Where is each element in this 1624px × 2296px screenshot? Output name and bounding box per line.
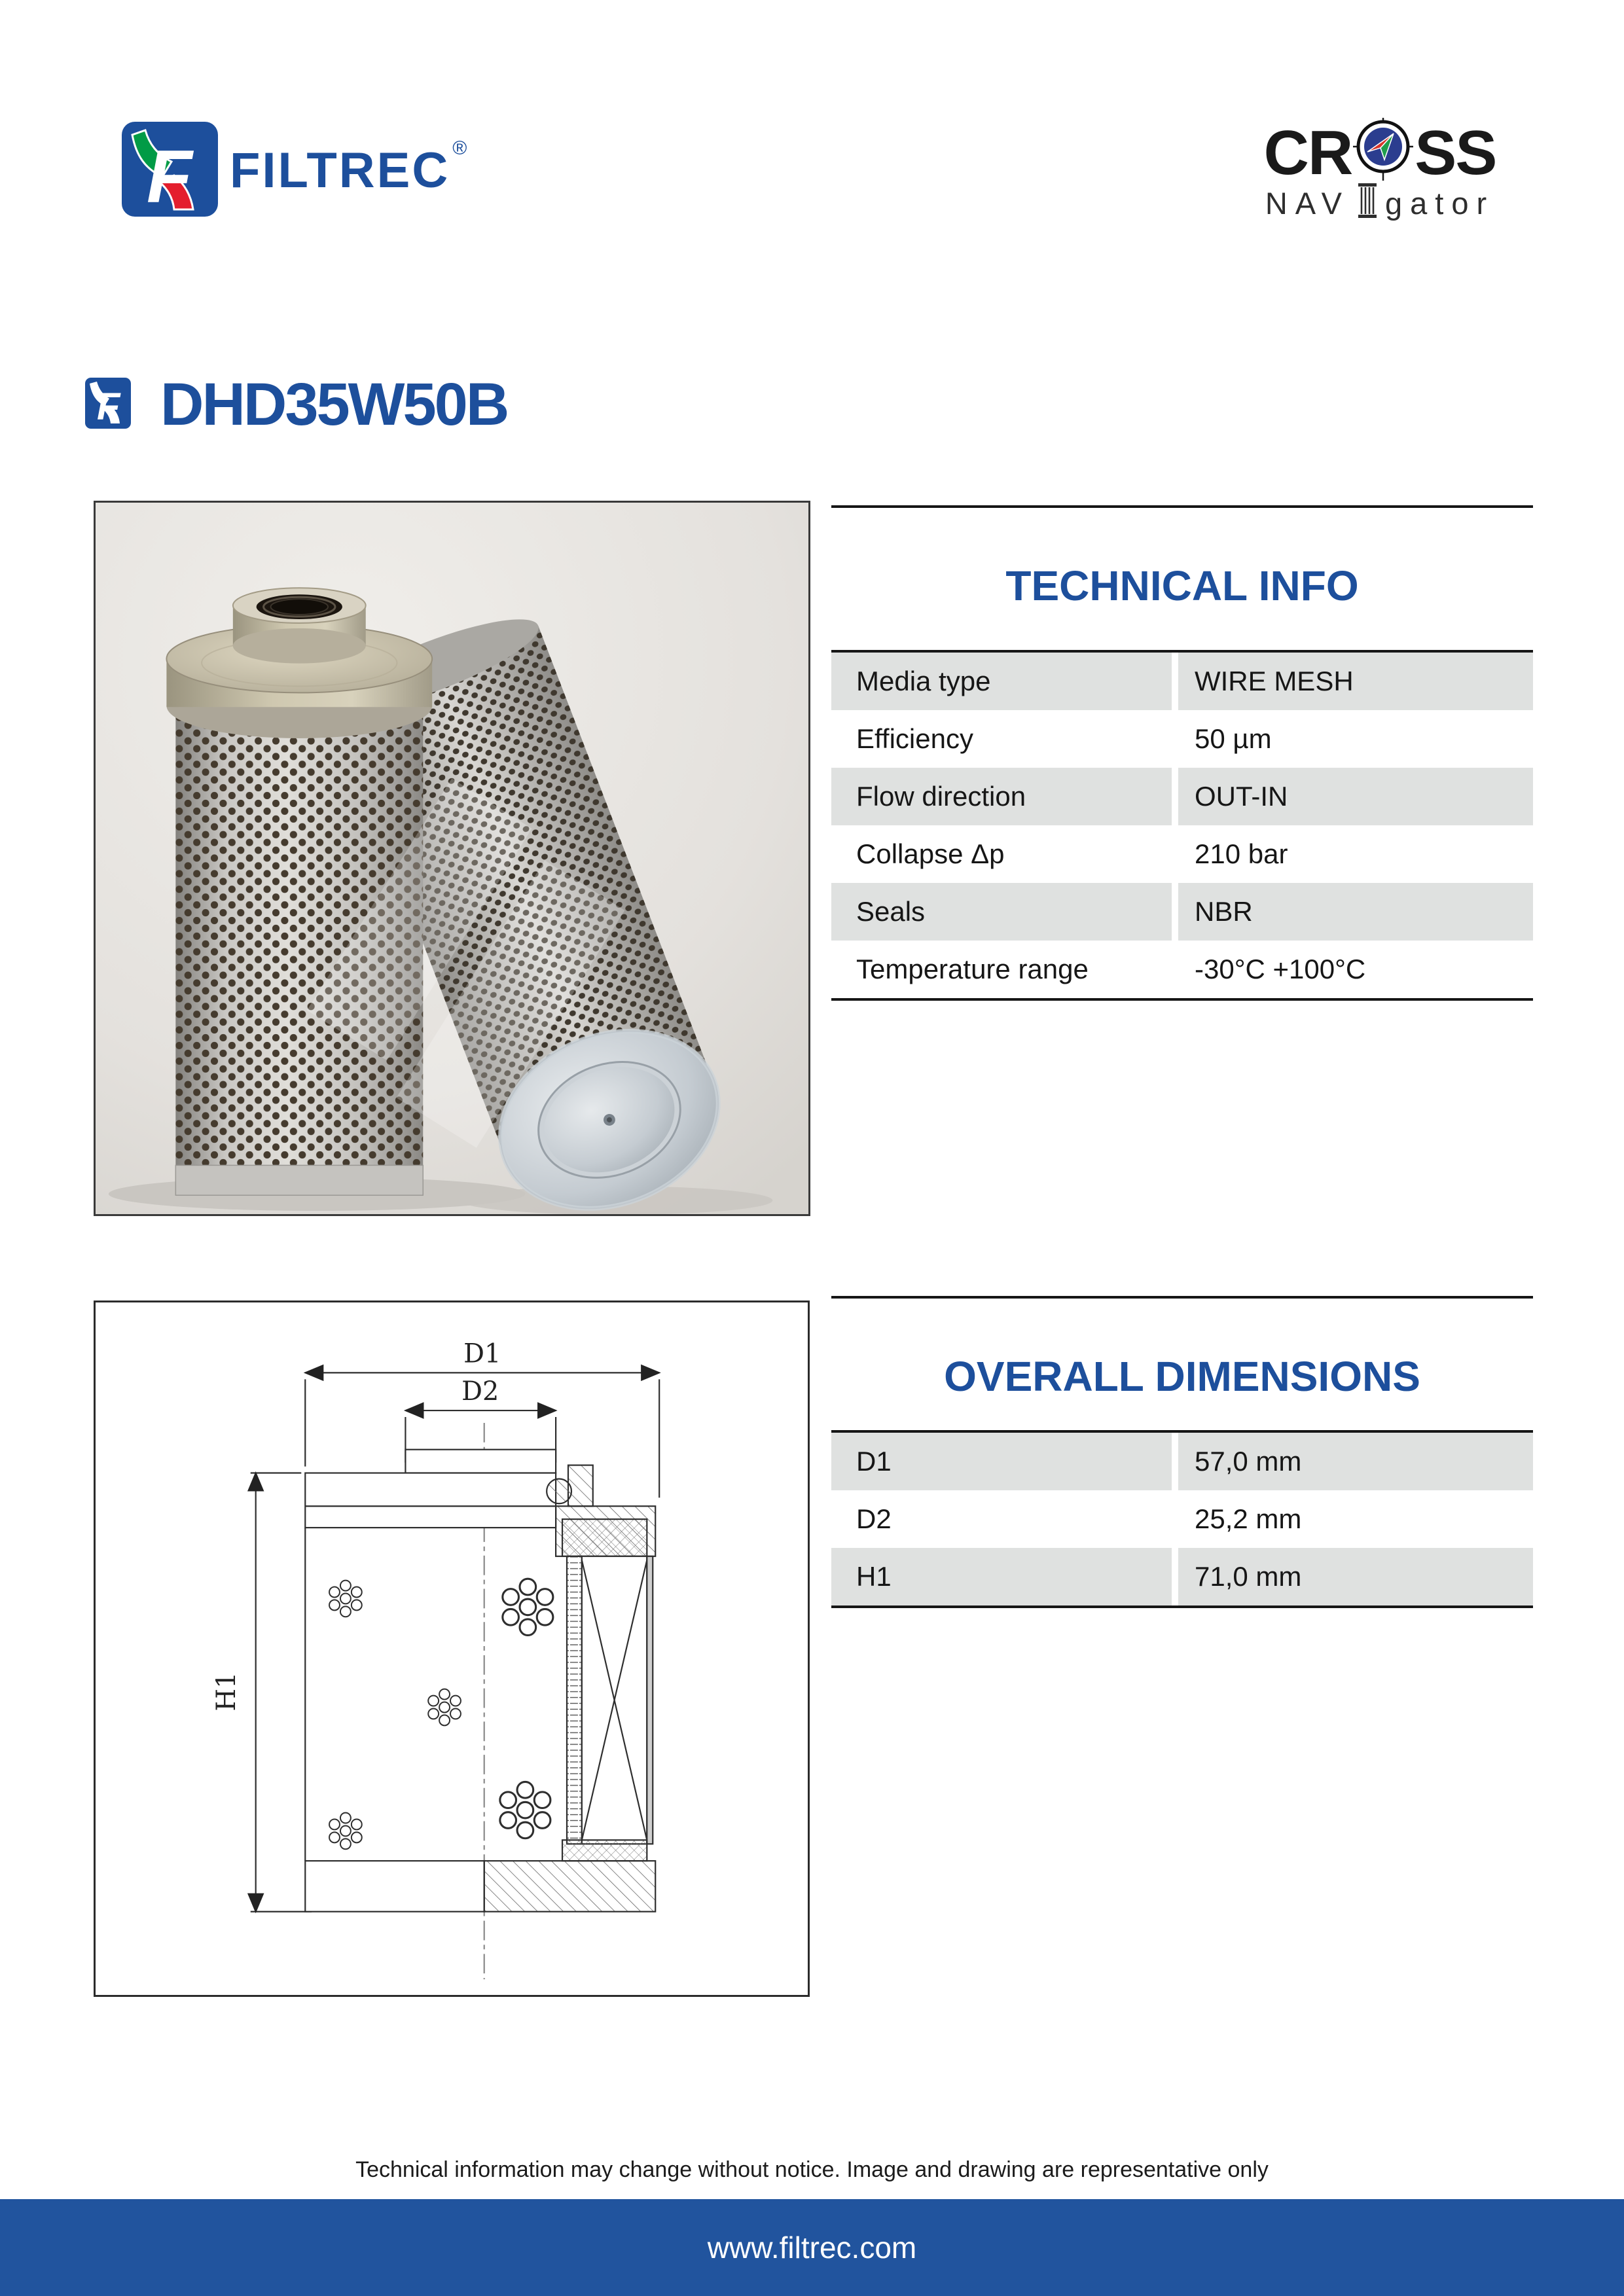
table-row: Flow direction OUT-IN	[831, 768, 1533, 825]
table-row: Media type WIRE MESH	[831, 653, 1533, 710]
table-row: D2 25,2 mm	[856, 1503, 1302, 1534]
website-link[interactable]: www.filtrec.com	[707, 2231, 917, 2265]
table-row: Seals NBR	[831, 883, 1533, 941]
table-row: H1 71,0 mm	[831, 1548, 1533, 1605]
cross-logo-nav: NAV	[1265, 186, 1350, 221]
table-row: Temperature range -30°C +100°C	[856, 954, 1366, 984]
overall-dimensions-top-rule	[831, 1296, 1533, 1299]
filtrec-mark-icon	[85, 378, 131, 432]
svg-text:F: F	[97, 385, 120, 428]
footer-bar	[0, 2199, 1624, 2296]
overall-dimensions-table	[831, 1430, 1533, 1608]
filtrec-logo	[122, 122, 467, 220]
dimension-label-d2: D2	[461, 1376, 499, 1407]
cross-logo-ss: SS	[1415, 118, 1496, 188]
dimension-label-d1: D1	[463, 1338, 501, 1369]
filtrec-logo-icon	[122, 122, 218, 220]
table-row: Collapse Δp 210 bar	[856, 838, 1288, 869]
svg-text:F: F	[147, 135, 192, 217]
technical-info-title: TECHNICAL INFO	[1005, 562, 1359, 609]
dimension-label-h1: H1	[211, 1672, 242, 1712]
product-photo	[94, 501, 810, 1216]
registered-trademark-icon: ®	[452, 137, 467, 159]
cross-navigator-logo	[1255, 117, 1504, 223]
product-title-row	[85, 371, 508, 438]
technical-drawing	[94, 1300, 810, 1997]
cross-logo-line1	[1255, 117, 1504, 190]
table-row: Efficiency 50 µm	[856, 723, 1272, 754]
product-code: DHD35W50B	[160, 371, 508, 438]
table-row: D1 57,0 mm	[831, 1433, 1533, 1490]
technical-info-table	[831, 650, 1533, 1001]
compass-icon	[1353, 118, 1413, 191]
cross-logo-gator: gator	[1385, 186, 1495, 221]
filtrec-wordmark: FILTREC	[230, 143, 450, 198]
cross-logo-cr: CR	[1263, 118, 1352, 188]
disclaimer-text: Technical information may change without notice. Image and drawing are representative only	[355, 2157, 1269, 2182]
technical-info-top-rule	[831, 505, 1533, 508]
overall-dimensions-title: OVERALL DIMENSIONS	[944, 1353, 1420, 1400]
